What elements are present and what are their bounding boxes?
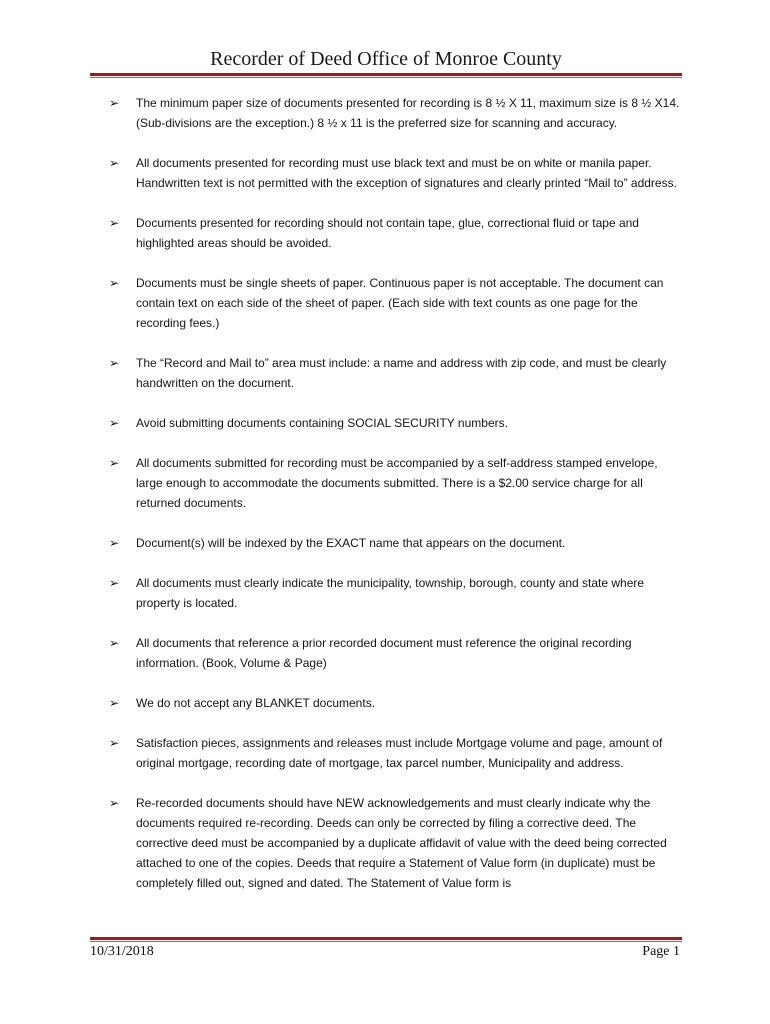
list-item-text: Satisfaction pieces, assignments and releases must include Mortgage volume and page, amount of original mortgage, recording date of mortgage, tax parcel number, Municipality and address. <box>136 736 663 770</box>
arrowhead-bullet-icon: ➢ <box>109 276 120 290</box>
list-item-text: All documents must clearly indicate the municipality, township, borough, county and state where property is located. <box>136 576 645 610</box>
list-item <box>109 273 684 333</box>
arrowhead-bullet-icon: ➢ <box>109 696 120 710</box>
arrowhead-bullet-icon: ➢ <box>109 796 120 810</box>
list-item <box>109 453 684 513</box>
list-item-text: Document(s) will be indexed by the EXACT name that appears on the document. <box>136 536 566 550</box>
list-item-text: The “Record and Mail to” area must include: a name and address with zip code, and must be clearly handwritten on the document. <box>136 356 667 390</box>
list-item-text: The minimum paper size of documents presented for recording is 8 ½ X 11, maximum size is 8 ½ X14. (Sub-divisions are the exception.) 8 ½ x 11 is the preferred size for scanning and accuracy. <box>136 96 680 130</box>
arrowhead-bullet-icon: ➢ <box>109 96 120 110</box>
list-item <box>109 573 684 613</box>
footer-date: 10/31/2018 <box>90 944 154 959</box>
arrowhead-bullet-icon: ➢ <box>109 416 120 430</box>
arrowhead-bullet-icon: ➢ <box>109 156 120 170</box>
list-item-text: Documents presented for recording should not contain tape, glue, correctional fluid or tape and highlighted areas should be avoided. <box>136 216 639 250</box>
list-item <box>109 733 684 773</box>
arrowhead-bullet-icon: ➢ <box>109 216 120 230</box>
requirements-list <box>109 93 684 913</box>
arrowhead-bullet-icon: ➢ <box>109 456 120 470</box>
header-divider <box>90 73 682 76</box>
list-item-text: All documents that reference a prior recorded document must reference the original recording information. (Book, Volume & Page) <box>136 636 632 670</box>
list-item <box>109 533 684 553</box>
arrowhead-bullet-icon: ➢ <box>109 356 120 370</box>
list-item-text: Avoid submitting documents containing SOCIAL SECURITY numbers. <box>136 416 508 430</box>
list-item <box>109 793 684 893</box>
list-item <box>109 153 684 193</box>
list-item-text: All documents submitted for recording must be accompanied by a self-address stamped envelope, large enough to accommodate the documents submitted. There is a $2.00 service charge for all returned documents. <box>136 456 658 510</box>
arrowhead-bullet-icon: ➢ <box>109 536 120 550</box>
list-item <box>109 353 684 393</box>
arrowhead-bullet-icon: ➢ <box>109 576 120 590</box>
page-number: Page 1 <box>642 944 680 959</box>
list-item-text: All documents presented for recording must use black text and must be on white or manila paper. Handwritten text is not permitted with the exception of signatures and clearly printed “Mail to” address. <box>136 156 677 190</box>
arrowhead-bullet-icon: ➢ <box>109 636 120 650</box>
footer-divider <box>90 937 682 940</box>
list-item <box>109 413 684 433</box>
page-title: Recorder of Deed Office of Monroe County <box>210 48 562 70</box>
list-item-text: Re-recorded documents should have NEW acknowledgements and must clearly indicate why the documents required re-recording. Deeds can only be corrected by filing a corrective deed. The corrective deed must be accompanied by a duplicate affidavit of value with the deed being corrected attached to one of the copies. Deeds that require a Statement of Value form (in duplicate) must be completely filled out, signed and dated. The Statement of Value form is <box>136 796 667 890</box>
list-item-text: We do not accept any BLANKET documents. <box>136 696 376 710</box>
list-item <box>109 93 684 133</box>
arrowhead-bullet-icon: ➢ <box>109 736 120 750</box>
list-item <box>109 213 684 253</box>
list-item <box>109 693 684 713</box>
list-item-text: Documents must be single sheets of paper. Continuous paper is not acceptable. The document can contain text on each side of the sheet of paper. (Each side with text counts as one page for the recording fees.) <box>136 276 664 330</box>
list-item <box>109 633 684 673</box>
